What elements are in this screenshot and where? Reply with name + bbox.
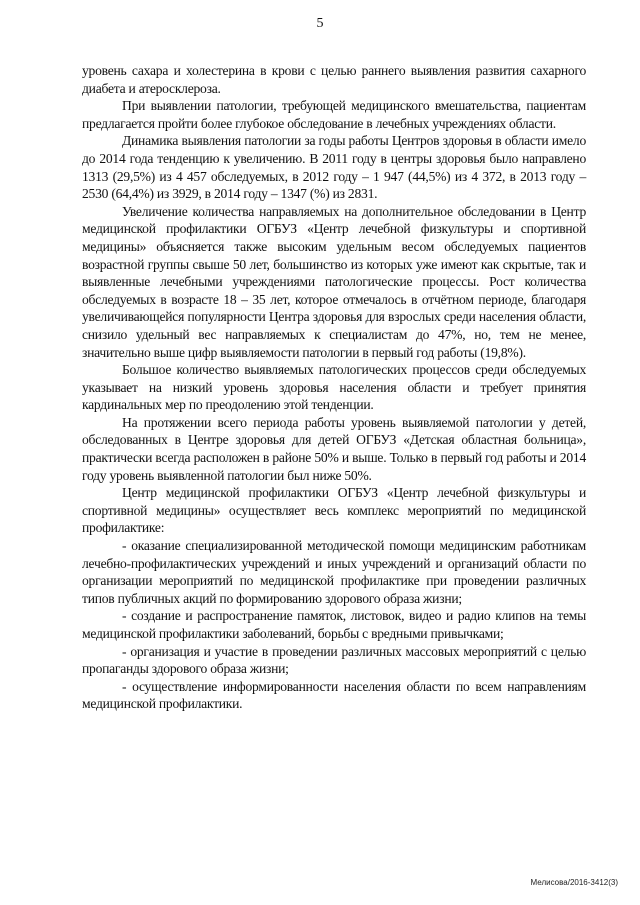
paragraph-continuation: уровень сахара и холестерина в крови с целью раннего выявления развития сахарного диабета и атеросклероза. [82,63,586,96]
paragraph-pathology-referral: При выявлении патологии, требующей медицинского вмешательства, пациентам предлагается пройти более глубокое обследование в лечебных учреждениях области. [82,98,586,131]
paragraph-detection-dynamics: Динамика выявления патологии за годы работы Центров здоровья в области имело до 2014 года тенденцию к увеличению. В 2011 году в центры здоровья было направлено 1313 (29,5%) из 4 457 обследуемых, в 2012 году – 1 947 (44,5%) из 4 372, в 2013 году – 2530 (64,4%) из 3929, в 2014 году – 1347 (%) из 2831. [82,133,586,202]
paragraph-prevention-center: Центр медицинской профилактики ОГБУЗ «Центр лечебной физкультуры и спортивной медицины» осуществляет весь комплекс мероприятий по медицинской профилактике: [82,485,586,536]
page-number: 5 [316,16,324,31]
list-item-informing: - осуществление информированности населения области по всем направлениям медицинской профилактики. [82,678,586,712]
paragraph-health-level: Большое количество выявляемых патологических процессов среди обследуемых указывает на низкий уровень здоровья населения области и требует принятия кардинальных мер по преодолению этой тенденции. [82,362,586,413]
list-item-leaflets: - создание и распространение памяток, листовок, видео и радио клипов на темы медицинской профилактики заболеваний, борьбы с вредными привычками; [82,608,586,641]
paragraph-children-center: На протяжении всего периода работы уровень выявляемой патологии у детей, обследованных в Центре здоровья для детей ОГБУЗ «Детская областная больница», практически всегда расположен в районе 50% и выше. Только в первый год работы и 2014 году уровень выявленной патологии был ниже 50%. [82,414,586,483]
document-body [82,62,586,713]
list-item-methodical-help: - оказание специализированной методической помощи медицинским работникам лечебно-профилактических учреждений и иных учреждений и организаций области по организации мероприятий по медицинской профилактике при проведении различных типов публичных акций по формированию здорового образа жизни; [82,538,586,606]
list-item-mass-events: - организация и участие в проведении различных массовых мероприятий с целью пропаганды здорового образа жизни; [82,643,586,677]
paragraph-referral-increase: Увеличение количества направляемых на дополнительное обследовании в Центр медицинской профилактики ОГБУЗ «Центр лечебной физкультуры и спортивной медицины» объясняется также высоким удельным весом обследуемых пациентов возрастной группы свыше 50 лет, большинство из которых уже имеют как скрытые, так и выявленные лечебными учреждениями патологические процессы. Рост количества обследуемых в возрасте 18 – 35 лет, которое отмечалось в отчётном периоде, благодаря увеличивающейся популярности Центра здоровья для взрослых среди населения области, снизило удельный вес направляемых к специалистам до 47%, но, тем не менее, значительно выше цифр выявляемости патологии в первый год работы (19,8%). [82,203,586,360]
footer-document-code: Мелисова/2016-3412(3) [530,878,618,887]
